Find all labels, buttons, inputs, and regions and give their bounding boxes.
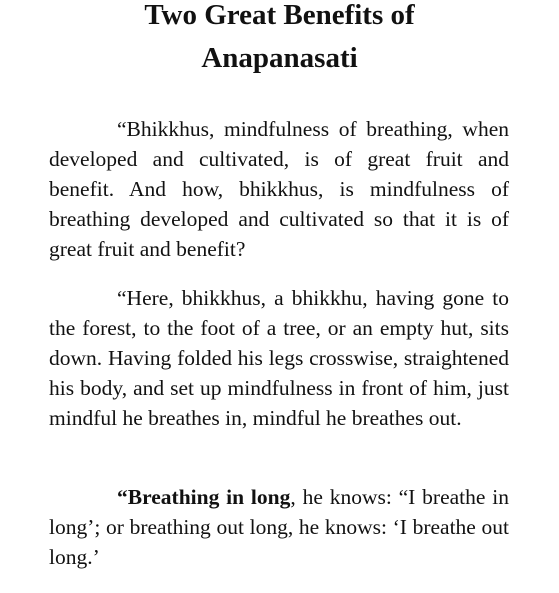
page-title xyxy=(0,0,559,73)
paragraph-3 xyxy=(49,482,509,572)
paragraph-2: “Here, bhikkhus, a bhikkhu, having gone to the forest, to the foot of a tree, or an empty hut, sits down. Having folded his legs crosswise, straightened his body, and set up mindfulness in front of him, just mindful he breathes in, mindful he breathes out. xyxy=(49,286,509,430)
paragraph-1: “Bhikkhus, mindfulness of breathing, when developed and cultivated, is of great fruit and benefit. And how, bhikkhus, is mindfulness of breathing developed and cultivated so that it is of great fruit and benefit? xyxy=(49,117,509,261)
paragraph-3-rest: , he knows: “I breathe in long’; or breathing out long, he knows: ‘I breathe out long.’ xyxy=(49,485,509,569)
title-line-2: Anapanasati xyxy=(201,42,358,74)
paragraph-3-bold-lead: “Breathing in long xyxy=(117,485,291,509)
title-line-1: Two Great Benefits of xyxy=(144,0,415,31)
